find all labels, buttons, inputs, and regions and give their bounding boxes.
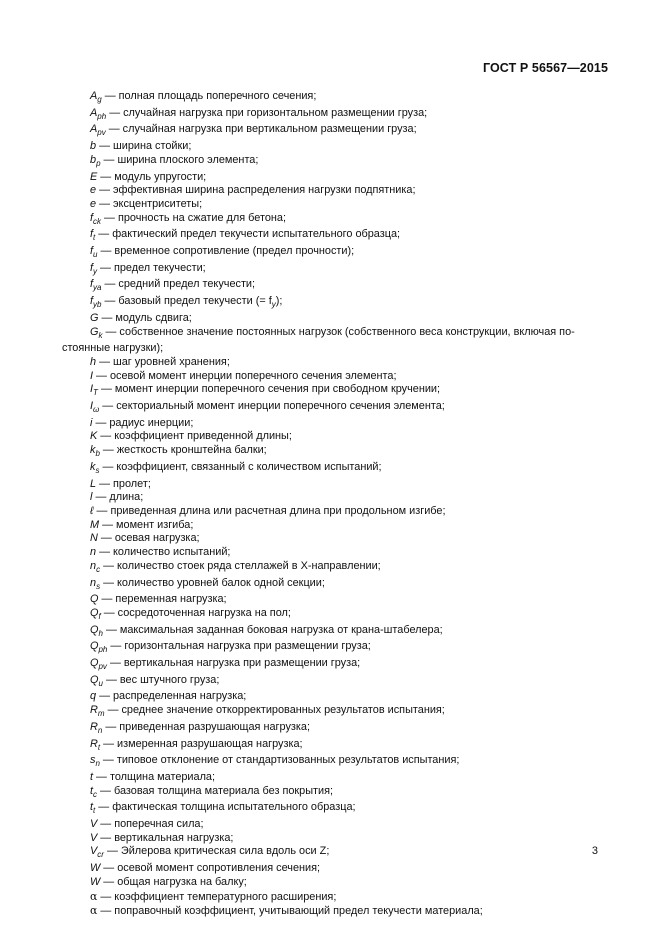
definition-item [62, 593, 603, 607]
definition-item [62, 890, 603, 905]
definition-text: — горизонтальная нагрузка при размещении груза; [107, 640, 371, 653]
symbol-subscript: t [93, 806, 96, 816]
symbol: W [90, 862, 101, 875]
symbol: l [90, 491, 93, 504]
definition-item [62, 674, 603, 691]
symbol: R [90, 704, 98, 717]
definition-text: — средний предел текучести; [101, 278, 256, 291]
definition-text: — количество стоек ряда стеллажей в X-направлении; [100, 559, 381, 572]
definition-text-continuation: стоянные нагрузки); [62, 342, 164, 355]
definition-item [62, 198, 603, 212]
definition-text: ); [275, 295, 283, 308]
definition-item [62, 546, 603, 560]
definition-text: — базовая толщина материала без покрытия; [97, 784, 334, 797]
definition-item [62, 801, 603, 818]
symbol: i [90, 416, 93, 429]
symbol-subscript: T [93, 388, 98, 398]
definition-text: — поперечная сила; [97, 818, 204, 831]
definition-item [62, 577, 603, 594]
definition-item-continuation [62, 342, 603, 356]
symbol: s [90, 754, 96, 767]
symbol: Q [90, 606, 99, 619]
definition-text: — модуль сдвига; [98, 311, 192, 324]
symbol: f [90, 211, 94, 224]
definition-item [62, 245, 603, 262]
definition-item [62, 444, 603, 461]
definition-text: — сосредоточенная нагрузка на пол; [100, 606, 291, 619]
symbol: G [90, 311, 99, 324]
definition-item [62, 690, 603, 704]
definition-text: — вес штучного груза; [102, 673, 220, 686]
definition-item [62, 312, 603, 326]
definition-text: — вертикальная нагрузка при размещении груза; [106, 657, 361, 670]
definition-item [62, 123, 603, 140]
definition-text: — Эйлерова критическая сила вдоль оси Z; [103, 845, 330, 858]
symbol: Q [90, 640, 99, 653]
symbol: ℓ [90, 504, 94, 517]
symbol: N [90, 532, 98, 545]
definition-text: — эффективная ширина распределения нагрузки подпятника; [96, 184, 416, 197]
symbol: e [90, 184, 97, 197]
definition-item [62, 738, 603, 755]
definition-text: — коэффициент температурного расширения; [97, 890, 337, 903]
definition-item [62, 295, 603, 312]
symbol: M [90, 518, 100, 531]
symbol: f [90, 245, 94, 258]
symbol-subscript: y [93, 266, 98, 276]
definition-item [62, 370, 603, 384]
definition-item [62, 400, 603, 417]
definition-item [62, 624, 603, 641]
definition-item [62, 184, 603, 198]
definition-item [62, 640, 603, 657]
definition-text: — среднее значение откорректированных результатов испытания; [104, 704, 445, 717]
symbol: b [90, 140, 97, 153]
definition-text: — полная площадь поперечного сечения; [101, 90, 317, 102]
definition-item [62, 607, 603, 624]
symbol: t [90, 784, 94, 797]
symbol: Q [90, 657, 99, 670]
symbol-subscript: u [93, 250, 98, 260]
symbol: E [90, 170, 98, 183]
definition-text: — предел текучести; [97, 261, 206, 274]
definition-item [62, 430, 603, 444]
definition-text: — общая нагрузка на балку; [100, 875, 247, 888]
symbol-subscript: cr [97, 850, 104, 860]
definition-text: — пролет; [96, 477, 151, 490]
symbol-subscript: ph [98, 645, 108, 655]
symbol-subscript: pv [98, 662, 107, 672]
symbol-subscript: f [98, 611, 101, 621]
definition-text: — ширина стойки; [96, 140, 192, 153]
symbol: A [90, 106, 98, 119]
definition-item [62, 356, 603, 370]
definition-text: — собственное значение постоянных нагрузок (собственного веса конструкции, включая по- [102, 325, 575, 338]
symbol: b [90, 153, 97, 166]
symbol: W [90, 875, 101, 888]
definition-item [62, 845, 603, 862]
definition-item [62, 785, 603, 802]
definition-text: — прочность на сжатие для бетона; [101, 211, 287, 224]
symbol-subscript: g [97, 95, 102, 104]
symbol: R [90, 720, 98, 733]
symbol: n [90, 546, 97, 559]
symbol-subscript: m [97, 709, 105, 719]
definition-text: — момент инерции поперечного сечения при свободном кручении; [97, 383, 441, 396]
symbol: V [90, 818, 98, 831]
symbol: V [90, 845, 98, 858]
definition-item [62, 519, 603, 533]
symbol: α [90, 904, 98, 918]
definition-item [62, 154, 603, 171]
symbol-subscript: n [95, 759, 100, 769]
symbol: V [90, 831, 98, 844]
definition-text: — эксцентриситеты; [96, 197, 203, 210]
definition-text: — измеренная разрушающая нагрузка; [100, 737, 303, 750]
definition-text: — количество испытаний; [96, 546, 231, 559]
symbol-subscript: yb [93, 300, 102, 310]
definition-item [62, 657, 603, 674]
definition-item [62, 862, 603, 876]
symbol-subscript: u [98, 678, 103, 688]
definition-item [62, 818, 603, 832]
definition-item [62, 876, 603, 890]
definition-text: — базовый предел текучести (= f [101, 295, 272, 308]
symbol-subscript: ck [93, 216, 102, 226]
definition-text: — ширина плоского элемента; [100, 153, 259, 166]
symbol: A [90, 123, 98, 136]
symbol-subscript: k [98, 330, 103, 340]
definition-item [62, 532, 603, 546]
definition-text: — типовое отклонение от стандартизованных результатов испытания; [99, 754, 460, 767]
symbol-subscript: s [96, 581, 101, 591]
symbol: A [90, 90, 98, 102]
definition-text: — шаг уровней хранения; [96, 355, 230, 368]
symbol: q [90, 690, 97, 703]
definition-item [62, 461, 603, 478]
symbol-subscript: ph [97, 111, 107, 121]
symbol: Q [90, 593, 99, 606]
definition-item [62, 90, 603, 107]
definition-text: — количество уровней балок одной секции; [100, 576, 325, 589]
definition-item [62, 171, 603, 185]
symbol-subscript: pv [97, 128, 106, 138]
definition-item [62, 383, 603, 400]
symbol: f [90, 278, 94, 291]
symbol: α [90, 889, 98, 903]
symbol-subscript: c [96, 564, 101, 574]
definition-text: — осевой момент сопротивления сечения; [100, 862, 321, 875]
definition-item [62, 107, 603, 124]
symbol-subscript: ω [93, 405, 100, 415]
symbol-subscript: b [95, 449, 100, 459]
definition-text: — осевой момент инерции поперечного сечения элемента; [93, 369, 397, 382]
page-number: 3 [591, 845, 598, 857]
symbol: e [90, 197, 97, 210]
definition-item [62, 228, 603, 245]
definition-text: — фактический предел текучести испытательного образца; [95, 228, 401, 241]
symbol: G [90, 325, 99, 338]
symbol: L [90, 477, 97, 490]
definition-item [62, 832, 603, 846]
definition-item [62, 491, 603, 505]
symbol-subscript: p [96, 158, 101, 168]
document-header: ГОСТ Р 56567—2015 [482, 61, 608, 75]
symbol: f [90, 295, 94, 308]
symbol: t [90, 801, 94, 814]
definition-text: — поправочный коэффициент, учитывающий предел текучести материала; [97, 905, 483, 918]
symbol-subscript: c [93, 789, 98, 799]
definition-item [62, 704, 603, 721]
definition-text: — момент изгиба; [99, 518, 194, 531]
definition-item [62, 560, 603, 577]
symbol-subscript: h [98, 628, 103, 638]
definition-item [62, 505, 603, 519]
definition-item [62, 478, 603, 492]
symbol-subscript: s [95, 465, 100, 475]
symbol: f [90, 228, 94, 241]
definition-text: — случайная нагрузка при вертикальном размещении груза; [105, 123, 417, 136]
definition-item [62, 262, 603, 279]
definition-text: — приведенная разрушающая нагрузка; [102, 720, 310, 733]
symbol: I [90, 400, 94, 413]
symbol-subscript: n [97, 725, 103, 735]
symbol: K [90, 430, 98, 443]
definition-text: — толщина материала; [93, 770, 216, 783]
definition-text: — вертикальная нагрузка; [97, 831, 234, 844]
definition-text: — фактическая толщина испытательного образца; [95, 801, 356, 814]
symbol: I [90, 369, 94, 382]
definition-item [62, 278, 603, 295]
symbol: n [90, 559, 97, 572]
definition-item [62, 140, 603, 154]
definition-text: — коэффициент приведенной длины; [97, 430, 292, 443]
definition-item [62, 771, 603, 785]
definition-text: — распределенная нагрузка; [96, 690, 247, 703]
symbol: I [90, 383, 94, 396]
definition-text: — осевая нагрузка; [97, 532, 200, 545]
symbol: f [90, 261, 94, 274]
definition-text: — максимальная заданная боковая нагрузка от крана-штабелера; [102, 623, 443, 636]
symbol: h [90, 355, 97, 368]
definition-text: — случайная нагрузка при горизонтальном размещении груза; [106, 106, 428, 119]
symbol: Q [90, 673, 99, 686]
symbol-subscript: ya [93, 283, 102, 293]
definition-item [62, 754, 603, 771]
symbol: Q [90, 623, 99, 636]
symbol: R [90, 737, 98, 750]
symbol: k [90, 460, 96, 473]
symbol: n [90, 576, 97, 589]
definition-item [62, 417, 603, 431]
symbol-subscript: y [271, 300, 276, 310]
definition-item [62, 721, 603, 738]
definition-text: — модуль упругости; [97, 170, 207, 183]
definition-text: — коэффициент, связанный с количеством испытаний; [99, 460, 382, 473]
symbol: k [90, 444, 96, 457]
symbol: t [90, 770, 94, 783]
symbol-definitions-list [62, 90, 603, 919]
symbol-subscript: t [93, 233, 96, 243]
definition-text: — жесткость кронштейна балки; [99, 444, 267, 457]
definition-text: — секториальный момент инерции поперечного сечения элемента; [99, 400, 445, 413]
definition-text: — длина; [92, 491, 144, 504]
definition-text: — приведенная длина или расчетная длина при продольном изгибе; [93, 504, 446, 517]
definition-text: — радиус инерции; [92, 416, 194, 429]
symbol-subscript: t [97, 742, 101, 752]
definition-item [62, 212, 603, 229]
definition-item [62, 904, 603, 919]
definition-text: — переменная нагрузка; [98, 593, 227, 606]
definition-text: — временное сопротивление (предел прочности); [97, 245, 355, 258]
definition-item [62, 326, 603, 343]
